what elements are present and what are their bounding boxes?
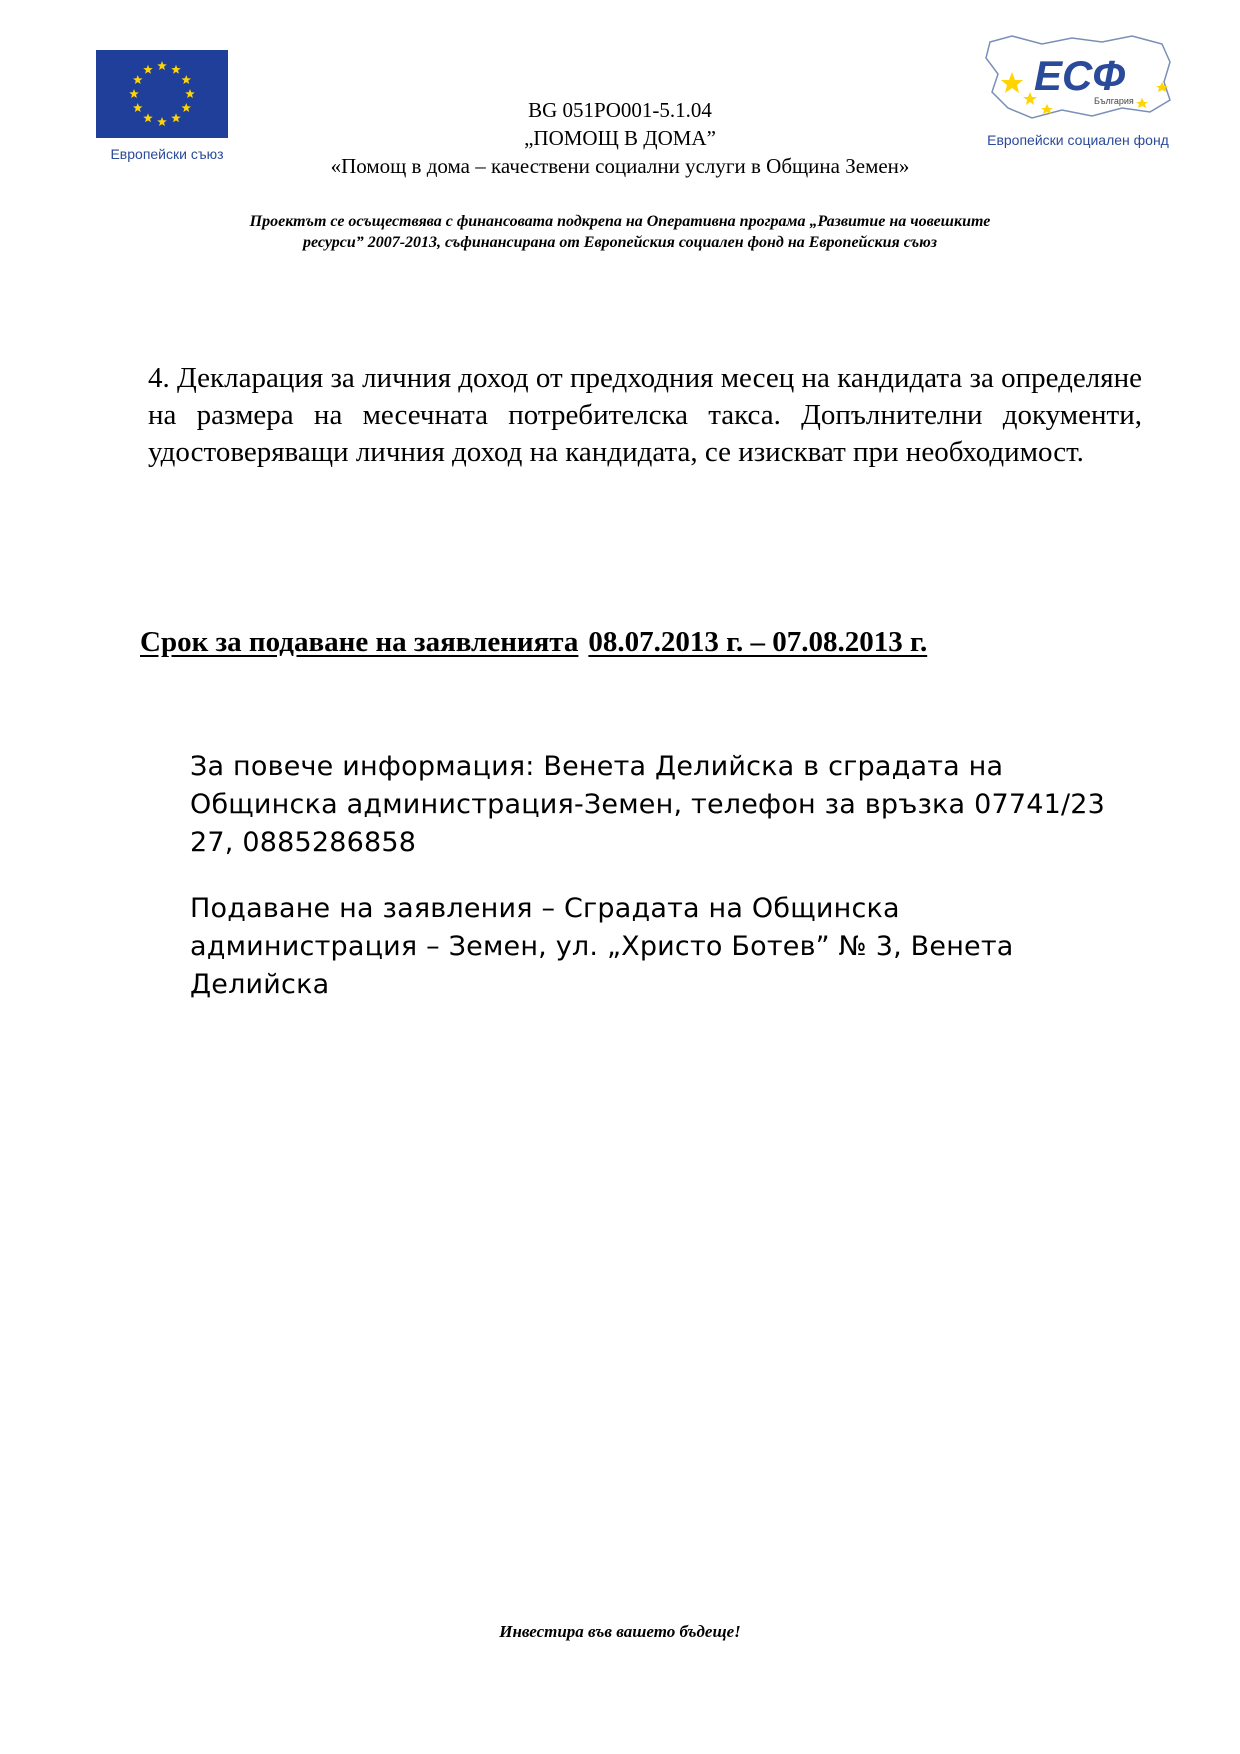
eu-star-icon: [171, 65, 181, 74]
project-subtitle: «Помощ в дома – качествени социални услуги в Община Земен»: [330, 154, 910, 178]
funding-note: [150, 211, 1090, 253]
project-name: „ПОМОЩ В ДОМА”: [524, 126, 716, 150]
footer-slogan: Инвестира във вашето бъдеще!: [499, 1622, 741, 1641]
esf-logo-caption: Европейски социален фонд: [987, 132, 1169, 148]
deadline-label: Срок за подаване на заявленията: [140, 626, 579, 658]
eu-star-icon: [129, 89, 139, 98]
funding-note-line2: ресурси” 2007-2013, съфинансирана от Европейския социален фонд на Европейския съюз: [302, 234, 938, 251]
eu-star-icon: [143, 113, 153, 122]
esf-logo-text: ЕСФ: [1034, 52, 1126, 99]
document-header: [240, 96, 1000, 180]
esf-logo: [972, 22, 1182, 172]
eu-star-icon: [133, 103, 143, 112]
eu-star-icon: [171, 113, 181, 122]
eu-star-icon: [133, 75, 143, 84]
eu-star-icon: [181, 75, 191, 84]
eu-star-icon: [157, 117, 167, 126]
contact-info: За повече информация: Венета Делийска в сградата на Общинска администрация-Земен, телефон за връзка 07741/23 27, 0885286858: [190, 751, 1106, 858]
esf-logo-sub: България: [1094, 96, 1134, 106]
item-4-paragraph: 4. Декларация за личния доход от предходния месец на кандидата за определяне на размера на месечната потребителска такса. Допълнителни документи, удостоверяващи личния доход на кандидата, се изискват при необходимост.: [148, 362, 1142, 468]
eu-star-icon: [143, 65, 153, 74]
eu-logo-caption: Европейски съюз: [110, 146, 224, 162]
funding-note-line1: Проектът се осъществява с финансовата подкрепа на Оперативна програма „Развитие на човешките: [249, 213, 991, 230]
eu-logo: [92, 48, 252, 180]
project-code: BG 051PO001-5.1.04: [528, 98, 712, 122]
bulgaria-map-icon: [972, 22, 1182, 132]
eu-star-icon: [181, 103, 191, 112]
eu-star-icon: [157, 61, 167, 70]
eu-flag-icon: [96, 50, 228, 138]
deadline-line: [140, 626, 1090, 659]
contact-block: [190, 748, 1110, 1004]
submission-info: Подаване на заявления – Сградата на Общинска администрация – Земен, ул. „Христо Ботев” № 3, Венета Делийска: [190, 893, 1014, 1000]
deadline-dates: 08.07.2013 г. – 07.08.2013 г.: [588, 626, 928, 658]
eu-star-icon: [185, 89, 195, 98]
